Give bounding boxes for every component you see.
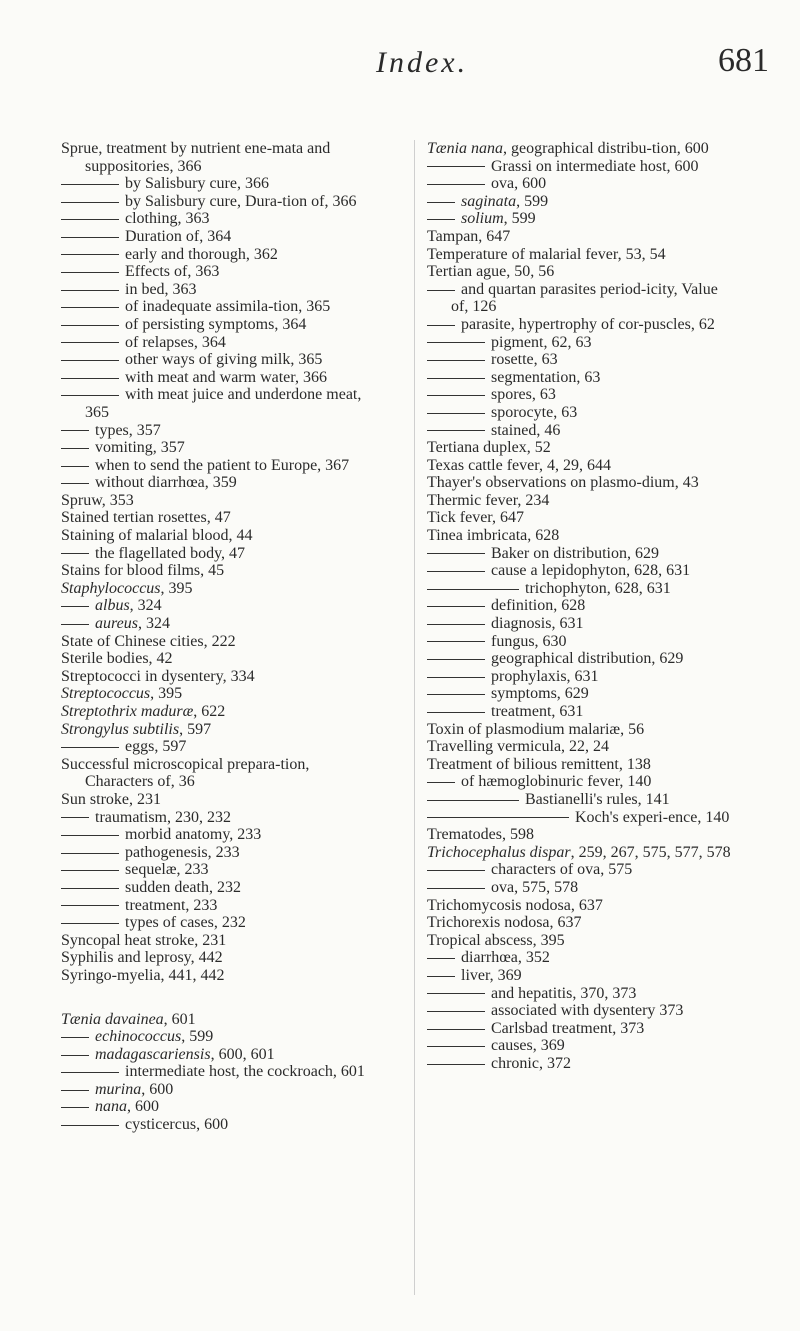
entry-text: , 600, 601 [210, 1045, 275, 1063]
entry-text: Tropical abscess, 395 [427, 931, 565, 949]
ditto-dash [61, 1107, 89, 1108]
index-entry [61, 685, 371, 703]
entry-text: Staining of malarial blood, 44 [61, 527, 253, 545]
entry-text: by Salisbury cure, Dura-tion of, 366 [125, 192, 357, 210]
entry-text: Stains for blood films, 45 [61, 562, 225, 580]
entry-text: sudden death, 232 [125, 878, 241, 896]
index-entry [427, 949, 737, 967]
index-entry [427, 1020, 737, 1038]
index-entry [427, 474, 737, 492]
entry-text: causes, 369 [491, 1037, 565, 1055]
entry-text: , 324 [129, 597, 162, 615]
index-entry [61, 1098, 371, 1116]
index-entry [427, 140, 737, 158]
entry-text: , 597 [179, 720, 212, 738]
ditto-dash [61, 272, 119, 273]
index-entry [427, 158, 737, 176]
index-entry [61, 263, 371, 281]
entry-text: murina [95, 1080, 142, 1098]
index-entry [427, 861, 737, 879]
entry-text: Sun stroke, 231 [61, 790, 161, 808]
ditto-dash [427, 888, 485, 889]
entry-text: Tampan, 647 [427, 227, 511, 245]
ditto-dash [61, 325, 119, 326]
index-entry [427, 721, 737, 739]
ditto-dash [61, 202, 119, 203]
entry-text: by Salisbury cure, 366 [125, 175, 269, 193]
entry-text: , 599 [181, 1028, 214, 1046]
entry-text: Sprue, treatment by nutrient ene-mata and suppositories, 366 [61, 140, 331, 175]
ditto-dash [427, 430, 485, 431]
index-entry [427, 914, 737, 932]
entry-text: associated with dysentery 373 [491, 1002, 684, 1020]
entry-text: , 259, 267, 575, 577, 578 [570, 843, 731, 861]
entry-text: ova, 600 [491, 175, 547, 193]
ditto-dash [427, 571, 485, 572]
entry-text: Thermic fever, 234 [427, 491, 550, 509]
ditto-dash [427, 1029, 485, 1030]
entry-text: geographical distribution, 629 [491, 650, 684, 668]
entry-text: Trichorexis nodosa, 637 [427, 914, 582, 932]
index-entry [61, 809, 371, 827]
entry-text: cysticercus, 600 [125, 1116, 229, 1134]
ditto-dash [61, 219, 119, 220]
entry-text: Koch's experi-ence, 140 [575, 808, 730, 826]
entry-text: pathogenesis, 233 [125, 843, 240, 861]
index-entry [61, 228, 371, 246]
index-entry [61, 861, 371, 879]
index-column-right [427, 140, 737, 1072]
ditto-dash [61, 1037, 89, 1038]
index-entry [61, 351, 371, 369]
entry-text: Baker on distribution, 629 [491, 544, 659, 562]
index-entry [61, 562, 371, 580]
index-entry [61, 175, 371, 193]
index-entry [61, 826, 371, 844]
ditto-dash [427, 378, 485, 379]
index-entry [427, 685, 737, 703]
entry-text: Streptococcus [61, 685, 151, 703]
entry-text: Travelling vermicula, 22, 24 [427, 738, 610, 756]
ditto-dash [427, 606, 485, 607]
index-entry [61, 1063, 371, 1081]
index-entry [427, 738, 737, 756]
entry-text: Sterile bodies, 42 [61, 650, 173, 668]
index-entry [427, 703, 737, 721]
entry-text: treatment, 233 [125, 896, 218, 914]
entry-text: ova, 575, 578 [491, 878, 579, 896]
ditto-dash [61, 870, 119, 871]
index-entry [61, 210, 371, 228]
entry-text: diagnosis, 631 [491, 615, 584, 633]
ditto-dash [61, 466, 89, 467]
index-column-left [61, 140, 371, 1134]
index-entry [427, 545, 737, 563]
index-entry [61, 1028, 371, 1046]
index-entry [427, 439, 737, 457]
entry-text: characters of ova, 575 [491, 861, 633, 879]
ditto-dash [61, 606, 89, 607]
entry-text: clothing, 363 [125, 210, 210, 228]
entry-text: without diarrhœa, 359 [95, 474, 237, 492]
entry-text: saginata [461, 192, 517, 210]
entry-text: pigment, 62, 63 [491, 333, 592, 351]
entry-text: Grassi on intermediate host, 600 [491, 157, 699, 175]
index-entry [61, 1081, 371, 1099]
index-entry [427, 527, 737, 545]
ditto-dash [427, 782, 455, 783]
entry-text: traumatism, 230, 232 [95, 808, 231, 826]
entry-text: trichophyton, 628, 631 [525, 579, 671, 597]
index-entry [61, 298, 371, 316]
entry-text: stained, 46 [491, 421, 561, 439]
ditto-dash [61, 817, 89, 818]
ditto-dash [427, 589, 519, 590]
page-number: 681 [718, 42, 769, 79]
entry-text: of inadequate assimila-tion, 365 [125, 298, 331, 316]
entry-text: of relapses, 364 [125, 333, 226, 351]
entry-text: types of cases, 232 [125, 914, 246, 932]
ditto-dash [61, 1125, 119, 1126]
ditto-dash [61, 835, 119, 836]
index-entry [61, 879, 371, 897]
entry-text: echinococcus [95, 1028, 182, 1046]
entry-text: Carlsbad treatment, 373 [491, 1019, 645, 1037]
entry-text: , 395 [160, 579, 193, 597]
entry-text: prophylaxis, 631 [491, 667, 599, 685]
entry-text: , geographical distribu-tion, 600 [503, 140, 709, 157]
entry-text: diarrhœa, 352 [461, 949, 550, 967]
index-entry [427, 773, 737, 791]
entry-text: fungus, 630 [491, 632, 567, 650]
entry-text: Duration of, 364 [125, 227, 232, 245]
entry-text: chronic, 372 [491, 1054, 571, 1072]
ditto-dash [61, 360, 119, 361]
entry-text: madagascariensis [95, 1045, 211, 1063]
index-entry [427, 580, 737, 598]
index-entry [61, 580, 371, 598]
entry-text: Tertian ague, 50, 56 [427, 263, 555, 281]
entry-text: types, 357 [95, 421, 161, 439]
index-entry [427, 246, 737, 264]
entry-text: Tertiana duplex, 52 [427, 439, 551, 457]
ditto-dash [427, 1046, 485, 1047]
index-entry [61, 738, 371, 756]
index-entry [427, 457, 737, 475]
ditto-dash [427, 360, 485, 361]
ditto-dash [61, 448, 89, 449]
entry-text: with meat and warm water, 366 [125, 368, 327, 386]
index-entry [61, 844, 371, 862]
entry-text: when to send the patient to Europe, 367 [95, 456, 350, 474]
ditto-dash [61, 290, 119, 291]
ditto-dash [427, 342, 485, 343]
entry-text: Temperature of malarial fever, 53, 54 [427, 245, 666, 263]
index-entry [427, 932, 737, 950]
index-entry [61, 246, 371, 264]
index-entry [61, 756, 371, 791]
index-entry [61, 633, 371, 651]
index-entry [427, 351, 737, 369]
index-entry [427, 897, 737, 915]
ditto-dash [61, 905, 119, 906]
entry-text: , 324 [137, 615, 170, 633]
index-entry [61, 474, 371, 492]
entry-text: Treatment of bilious remittent, 138 [427, 755, 651, 773]
entry-text: nana [95, 1098, 127, 1116]
index-entry [61, 1116, 371, 1134]
index-entry [427, 791, 737, 809]
index-entry [427, 879, 737, 897]
index-entry [427, 633, 737, 651]
ditto-dash [427, 993, 485, 994]
index-entry [427, 756, 737, 774]
ditto-dash [427, 800, 519, 801]
running-head: Index. [376, 46, 469, 79]
ditto-dash [427, 290, 455, 291]
index-entry [427, 809, 737, 827]
entry-text: of hæmoglobinuric fever, 140 [461, 773, 652, 791]
index-entry [427, 1037, 737, 1055]
entry-text: Trichocephalus dispar [427, 843, 571, 861]
index-entry [61, 1046, 371, 1064]
index-entry [427, 1055, 737, 1073]
entry-text: Bastianelli's rules, 141 [525, 790, 670, 808]
entry-text: cause a lepidophyton, 628, 631 [491, 562, 691, 580]
index-entry [61, 492, 371, 510]
entry-text: and hepatitis, 370, 373 [491, 984, 637, 1002]
index-entry [61, 140, 371, 175]
index-entry [427, 826, 737, 844]
index-entry [427, 615, 737, 633]
index-entry [427, 967, 737, 985]
index-entry [61, 193, 371, 211]
index-entry [427, 668, 737, 686]
index-entry [427, 844, 737, 862]
column-divider [414, 140, 415, 1295]
index-entry [427, 175, 737, 193]
index-entry [61, 281, 371, 299]
entry-text: Syphilis and leprosy, 442 [61, 949, 223, 967]
entry-text: sequelæ, 233 [125, 861, 209, 879]
ditto-dash [427, 694, 485, 695]
entry-text: State of Chinese cities, 222 [61, 632, 236, 650]
entry-text: aureus [95, 615, 138, 633]
index-entry [427, 985, 737, 1003]
ditto-dash [61, 624, 89, 625]
index-entry [427, 404, 737, 422]
index-entry [61, 703, 371, 721]
ditto-dash [61, 553, 89, 554]
entry-text: , 599 [503, 210, 536, 228]
entry-text: and quartan parasites period-icity, Value of, 126 [451, 280, 718, 316]
index-entry [61, 967, 371, 985]
entry-text: definition, 628 [491, 597, 586, 615]
ditto-dash [427, 677, 485, 678]
index-entry [427, 650, 737, 668]
entry-text: in bed, 363 [125, 280, 197, 298]
entry-text: albus [95, 597, 130, 615]
entry-text: treatment, 631 [491, 703, 584, 720]
entry-text: Texas cattle fever, 4, 29, 644 [427, 456, 611, 474]
ditto-dash [61, 888, 119, 889]
index-entry [427, 422, 737, 440]
entry-text: Stained tertian rosettes, 47 [61, 509, 231, 527]
index-entry [61, 422, 371, 440]
ditto-dash [427, 958, 455, 959]
index-entry [427, 228, 737, 246]
index-entry [61, 914, 371, 932]
index-entry [61, 369, 371, 387]
index-entry [61, 527, 371, 545]
entry-text: Streptococci in dysentery, 334 [61, 667, 255, 685]
entry-text: the flagellated body, 47 [95, 544, 246, 562]
ditto-dash [427, 1011, 485, 1012]
entry-text: Strongylus subtilis [61, 720, 180, 738]
entry-text: parasite, hypertrophy of cor-puscles, 62 [461, 315, 715, 333]
ditto-dash [61, 430, 89, 431]
entry-text: , 600 [127, 1098, 159, 1116]
index-entry [427, 210, 737, 228]
index-entry [61, 1011, 371, 1029]
entry-text: Effects of, 363 [125, 263, 220, 281]
entry-text: Thayer's observations on plasmo-dium, 43 [427, 474, 699, 492]
entry-text: with meat juice and underdone meat, 365 [85, 386, 362, 421]
entry-text: Toxin of plasmodium malariæ, 56 [427, 720, 645, 738]
entry-text: Tænia nana [427, 140, 504, 157]
ditto-dash [61, 184, 119, 185]
index-entry [427, 263, 737, 281]
entry-text: segmentation, 63 [491, 368, 601, 386]
ditto-dash [61, 378, 119, 379]
index-entry [427, 492, 737, 510]
entry-text: Trichomycosis nodosa, 637 [427, 896, 603, 914]
ditto-dash [61, 342, 119, 343]
entry-text: other ways of giving milk, 365 [125, 351, 323, 369]
ditto-dash [427, 712, 485, 713]
entry-text: eggs, 597 [125, 738, 187, 756]
ditto-dash [61, 747, 119, 748]
ditto-dash [61, 1090, 89, 1091]
ditto-dash [427, 817, 569, 818]
entry-text: Staphylococcus [61, 579, 161, 597]
ditto-dash [427, 1064, 485, 1065]
ditto-dash [427, 325, 455, 326]
ditto-dash [427, 976, 455, 977]
index-entry [61, 316, 371, 334]
index-entry [61, 457, 371, 475]
ditto-dash [61, 1055, 89, 1056]
entry-text: , 622 [193, 703, 226, 720]
ditto-dash [427, 641, 485, 642]
index-entry [61, 721, 371, 739]
ditto-dash [61, 307, 119, 308]
index-entry [61, 439, 371, 457]
entry-text: early and thorough, 362 [125, 245, 278, 263]
entry-text: , 395 [150, 685, 183, 703]
ditto-dash [61, 254, 119, 255]
index-entry [61, 791, 371, 809]
ditto-dash [427, 219, 455, 220]
ditto-dash [427, 624, 485, 625]
index-entry [61, 650, 371, 668]
entry-text: Successful microscopical prepara-tion, Characters of, 36 [61, 755, 310, 791]
index-entry [61, 545, 371, 563]
ditto-dash [61, 483, 89, 484]
entry-text: symptoms, 629 [491, 685, 589, 703]
index-entry [61, 897, 371, 915]
page-header [0, 36, 800, 96]
index-entry [427, 1002, 737, 1020]
index-entry [61, 949, 371, 967]
entry-text: morbid anatomy, 233 [125, 826, 262, 844]
index-entry [427, 562, 737, 580]
ditto-dash [61, 923, 119, 924]
entry-text: solium [461, 210, 504, 228]
index-entry [61, 597, 371, 615]
entry-text: Spruw, 353 [61, 491, 134, 509]
entry-text: liver, 369 [461, 966, 522, 984]
entry-text: Trematodes, 598 [427, 826, 534, 844]
ditto-dash [427, 166, 485, 167]
index-entry [61, 932, 371, 950]
index-entry [61, 334, 371, 352]
index-entry [427, 597, 737, 615]
entry-text: rosette, 63 [491, 351, 558, 369]
ditto-dash [427, 202, 455, 203]
ditto-dash [427, 553, 485, 554]
index-entry [61, 509, 371, 527]
index-entry [427, 369, 737, 387]
entry-text: , 601 [163, 1010, 196, 1028]
index-entry [61, 615, 371, 633]
ditto-dash [427, 184, 485, 185]
entry-text: , 600 [141, 1080, 174, 1098]
entry-text: spores, 63 [491, 386, 556, 404]
index-entry [427, 281, 737, 316]
entry-text: Tick fever, 647 [427, 509, 524, 527]
entry-text: , 599 [516, 192, 549, 210]
ditto-dash [61, 1072, 119, 1073]
entry-text: sporocyte, 63 [491, 403, 578, 421]
entry-text: Tænia davainea [61, 1010, 164, 1028]
ditto-dash [427, 870, 485, 871]
entry-text: intermediate host, the cockroach, 601 [125, 1063, 365, 1081]
ditto-dash [427, 395, 485, 396]
index-entry [427, 316, 737, 334]
ditto-dash [61, 237, 119, 238]
ditto-dash [61, 853, 119, 854]
entry-text: Streptothrix maduræ [61, 703, 194, 720]
entry-text: of persisting symptoms, 364 [125, 315, 307, 333]
ditto-dash [427, 659, 485, 660]
entry-text: vomiting, 357 [95, 439, 185, 457]
index-entry [427, 193, 737, 211]
index-entry [61, 668, 371, 686]
entry-text: Syringo-myelia, 441, 442 [61, 966, 225, 984]
entry-text: Tinea imbricata, 628 [427, 527, 560, 545]
index-entry [427, 334, 737, 352]
index-entry [61, 386, 371, 421]
entry-text: Syncopal heat stroke, 231 [61, 931, 227, 949]
index-entry [427, 509, 737, 527]
index-entry [427, 386, 737, 404]
ditto-dash [61, 395, 119, 396]
ditto-dash [427, 413, 485, 414]
